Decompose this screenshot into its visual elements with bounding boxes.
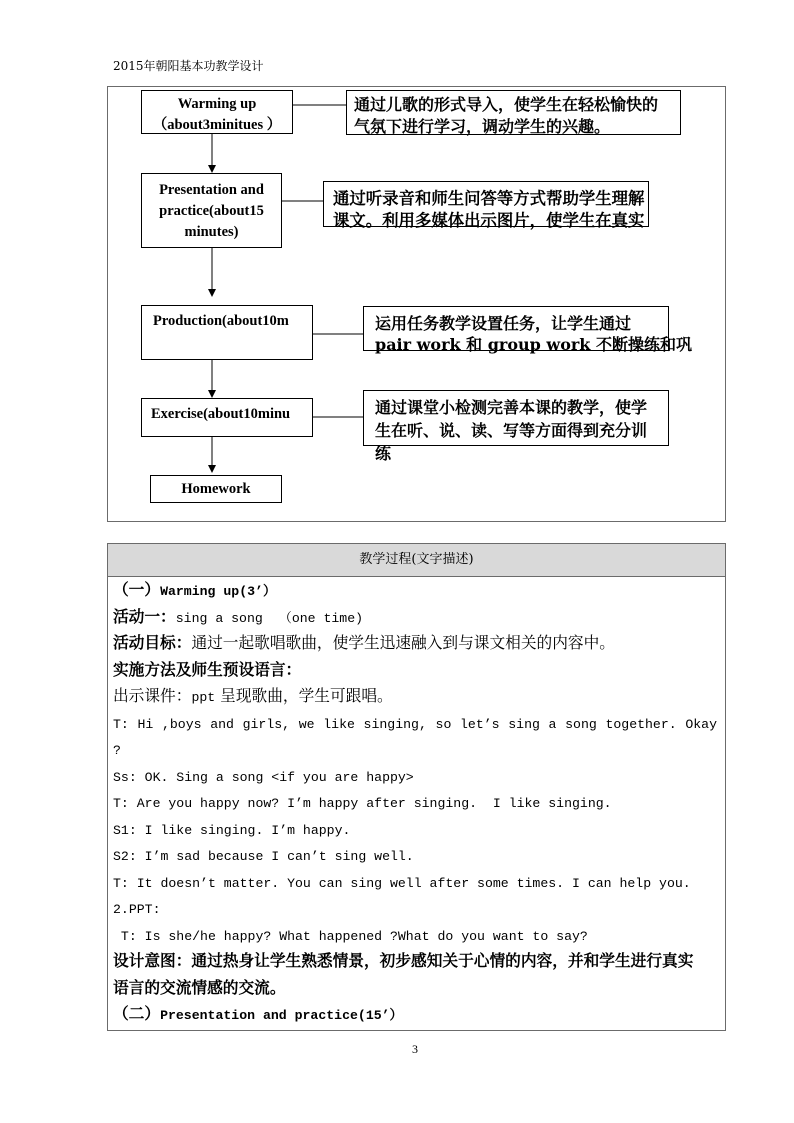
arrowhead-1 bbox=[208, 165, 216, 173]
process-line bbox=[113, 869, 717, 896]
dialogue-text: S1: I like singing. I’m happy. bbox=[113, 822, 351, 838]
design-intent-text: 语言的交流情感的交流。 bbox=[113, 977, 286, 997]
flow-note-line: 生在听、说、读、写等方面得到充分训 bbox=[375, 421, 648, 440]
process-line bbox=[113, 683, 717, 710]
dialogue-text: Ss: OK. Sing a song <if you are happy> bbox=[113, 769, 414, 785]
process-line bbox=[113, 842, 717, 869]
flow-step-label: Warming up bbox=[177, 96, 257, 112]
flow-step-label: practice(about15 bbox=[159, 203, 264, 219]
section-number: （一） bbox=[113, 580, 161, 599]
process-line bbox=[113, 922, 717, 949]
process-line bbox=[113, 1001, 717, 1028]
line-text: 出示课件： bbox=[113, 686, 192, 705]
process-line bbox=[113, 710, 717, 737]
process-line bbox=[113, 948, 717, 975]
dialogue-text: T: Is she/he happy? What happened ?What do you want to say? bbox=[113, 928, 588, 944]
dialogue-text: 2.PPT: bbox=[113, 902, 161, 917]
goal-label: 活动目标： bbox=[113, 633, 192, 652]
flow-step-label: Presentation and bbox=[159, 182, 264, 198]
process-line bbox=[113, 630, 717, 657]
flow-step-label: （about3minitues ） bbox=[152, 117, 282, 133]
flow-step-warming-up bbox=[141, 90, 293, 134]
process-line bbox=[113, 657, 717, 684]
page-header-title: 2015年朝阳基本功教学设计 bbox=[113, 59, 264, 73]
flow-note-line: 通过儿歌的形式导入，使学生在轻松愉快的 bbox=[354, 95, 659, 114]
method-label: 实施方法及师生预设语言： bbox=[113, 659, 302, 679]
process-line bbox=[113, 975, 717, 1002]
flow-step-presentation bbox=[141, 173, 282, 248]
dialogue-text: ? bbox=[113, 743, 121, 758]
section-title: Presentation and practice(15’） bbox=[160, 1008, 403, 1023]
section-title: Warming up(3’） bbox=[160, 584, 277, 599]
dialogue-text: T: It doesn’t matter. You can sing well after some times. I can help you. bbox=[113, 875, 691, 891]
arrowhead-3 bbox=[208, 390, 216, 398]
section-number: （二） bbox=[113, 1004, 161, 1023]
flow-note-line: 通过课堂小检测完善本课的教学，使学 bbox=[375, 398, 648, 417]
flow-note-presentation bbox=[323, 181, 649, 230]
line-text: 呈现歌曲，学生可跟唱。 bbox=[215, 686, 393, 705]
arrowhead-4 bbox=[208, 465, 216, 473]
process-line bbox=[113, 736, 717, 763]
flow-note-line: 课文。利用多媒体出示图片，使学生在真实 bbox=[333, 211, 645, 230]
process-line bbox=[113, 577, 717, 604]
flow-note-production bbox=[363, 306, 692, 354]
flow-note-line: 通过听录音和师生问答等方式帮助学生理解 bbox=[333, 189, 645, 208]
line-text: ppt bbox=[191, 690, 216, 705]
activity-label: 活动一： bbox=[113, 606, 176, 626]
dialogue-text: T: Are you happy now? I’m happy after singing. I like singing. bbox=[113, 796, 612, 811]
teaching-process-table bbox=[107, 543, 726, 1031]
flow-step-label: minutes) bbox=[184, 224, 239, 240]
activity-text: sing a song （one time) bbox=[175, 610, 364, 626]
flow-note-warming-up bbox=[346, 90, 681, 135]
process-line bbox=[113, 789, 717, 816]
flow-note-line: pair work 和 group work 不断操练和巩 bbox=[375, 335, 692, 354]
flow-note-line: 气氛下进行学习，调动学生的兴趣。 bbox=[354, 117, 611, 136]
flow-note-exercise bbox=[363, 390, 669, 463]
design-intent-text: 设计意图：通过热身让学生熟悉情景，初步感知关于心情的内容，并和学生进行真实 bbox=[113, 951, 694, 970]
process-line bbox=[113, 816, 717, 843]
flow-step-label: Homework bbox=[181, 481, 251, 497]
goal-text: 通过一起歌唱歌曲，使学生迅速融入到与课文相关的内容中。 bbox=[191, 633, 615, 652]
process-line bbox=[113, 604, 717, 631]
arrowhead-2 bbox=[208, 289, 216, 297]
teaching-flowchart bbox=[107, 86, 726, 522]
flow-note-line: 运用任务教学设置任务，让学生通过 bbox=[375, 314, 632, 333]
process-line bbox=[113, 763, 717, 790]
dialogue-text: T: Hi ,boys and girls, we like singing, so let’s sing a song together. Okay bbox=[113, 716, 717, 732]
flow-step-homework bbox=[150, 475, 282, 503]
table-heading: 教学过程(文字描述) bbox=[108, 544, 725, 577]
flow-step-production bbox=[141, 305, 313, 360]
flow-step-exercise bbox=[141, 398, 313, 437]
flow-note-line: 练 bbox=[375, 444, 392, 463]
flow-step-label: Production(about10m bbox=[153, 313, 289, 329]
process-line bbox=[113, 895, 717, 922]
table-body bbox=[108, 577, 725, 1030]
flow-step-label: Exercise(about10minu bbox=[151, 406, 291, 422]
dialogue-text: S2: I’m sad because I can’t sing well. bbox=[113, 849, 414, 864]
page-number: 3 bbox=[412, 1042, 418, 1056]
